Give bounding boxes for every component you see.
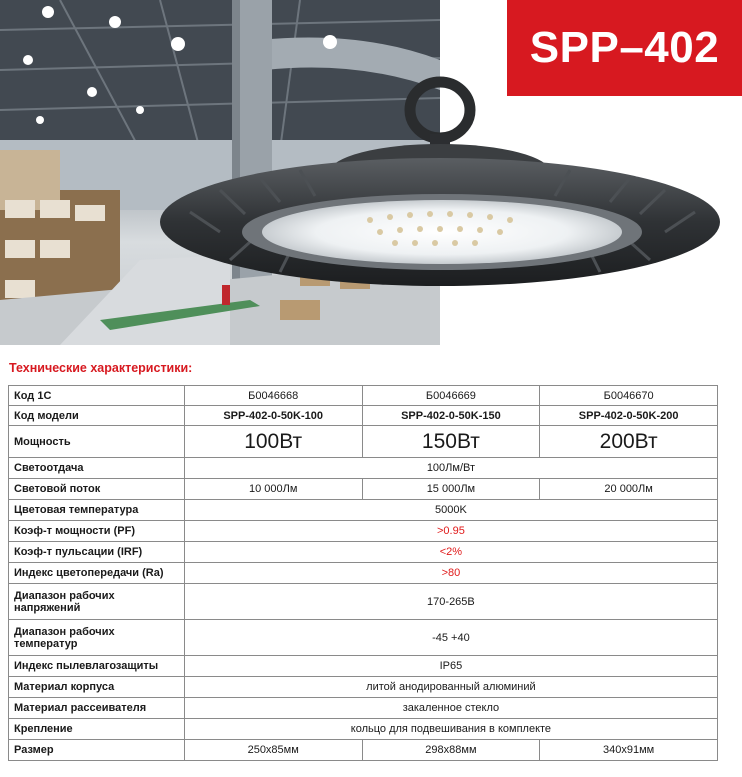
cell-value: IP65 [184, 656, 717, 677]
row-label: Индекс цветопередачи (Ra) [9, 563, 185, 584]
row-label: Код 1С [9, 386, 185, 406]
table-row [9, 479, 718, 500]
cell-value: 340х91мм [540, 740, 718, 761]
table-row [9, 584, 718, 620]
table-row [9, 698, 718, 719]
cell-value: Б0046668 [184, 386, 362, 406]
cell-value: SPP-402-0-50K-200 [540, 406, 718, 426]
table-row [9, 740, 718, 761]
cell-value: SPP-402-0-50K-150 [362, 406, 540, 426]
cell-value: 250х85мм [184, 740, 362, 761]
cell-value: 150Вт [362, 426, 540, 458]
cell-value: 298х88мм [362, 740, 540, 761]
row-label: Индекс пылевлагозащиты [9, 656, 185, 677]
highbay-lamp-image [150, 72, 720, 302]
table-row [9, 677, 718, 698]
row-label: Материал рассеивателя [9, 698, 185, 719]
row-label: Диапазон рабочих напряжений [9, 584, 185, 620]
table-row [9, 426, 718, 458]
cell-value: 170-265В [184, 584, 717, 620]
cell-value: <2% [184, 542, 717, 563]
cell-value: 20 000Лм [540, 479, 718, 500]
cell-value: >80 [184, 563, 717, 584]
table-row [9, 656, 718, 677]
cell-value: 100Лм/Вт [184, 458, 717, 479]
cell-value: 10 000Лм [184, 479, 362, 500]
table-row [9, 563, 718, 584]
cell-value: SPP-402-0-50K-100 [184, 406, 362, 426]
row-label: Световой поток [9, 479, 185, 500]
row-label: Крепление [9, 719, 185, 740]
table-row [9, 386, 718, 406]
model-title: SPP–402 [529, 23, 720, 72]
cell-value: кольцо для подвешивания в комплекте [184, 719, 717, 740]
cell-value: -45 +40 [184, 620, 717, 656]
table-row [9, 406, 718, 426]
cell-value: Б0046670 [540, 386, 718, 406]
specs-table [8, 385, 718, 761]
row-label: Диапазон рабочих температур [9, 620, 185, 656]
row-label: Коэф-т мощности (PF) [9, 521, 185, 542]
row-label: Материал корпуса [9, 677, 185, 698]
table-row [9, 620, 718, 656]
table-row [9, 542, 718, 563]
model-badge [507, 0, 742, 96]
cell-value: литой анодированный алюминий [184, 677, 717, 698]
section-title: Технические характеристики: [9, 361, 193, 375]
cell-value: 200Вт [540, 426, 718, 458]
row-label: Размер [9, 740, 185, 761]
row-label: Коэф-т пульсации (IRF) [9, 542, 185, 563]
row-label: Цветовая температура [9, 500, 185, 521]
cell-value: 15 000Лм [362, 479, 540, 500]
table-row [9, 719, 718, 740]
row-label: Мощность [9, 426, 185, 458]
hero-banner [0, 0, 742, 345]
table-row [9, 521, 718, 542]
cell-value: 100Вт [184, 426, 362, 458]
table-row [9, 500, 718, 521]
cell-value: Б0046669 [362, 386, 540, 406]
row-label: Светоотдача [9, 458, 185, 479]
cell-value: закаленное стекло [184, 698, 717, 719]
table-row [9, 458, 718, 479]
row-label: Код модели [9, 406, 185, 426]
cell-value: 5000K [184, 500, 717, 521]
cell-value: >0.95 [184, 521, 717, 542]
